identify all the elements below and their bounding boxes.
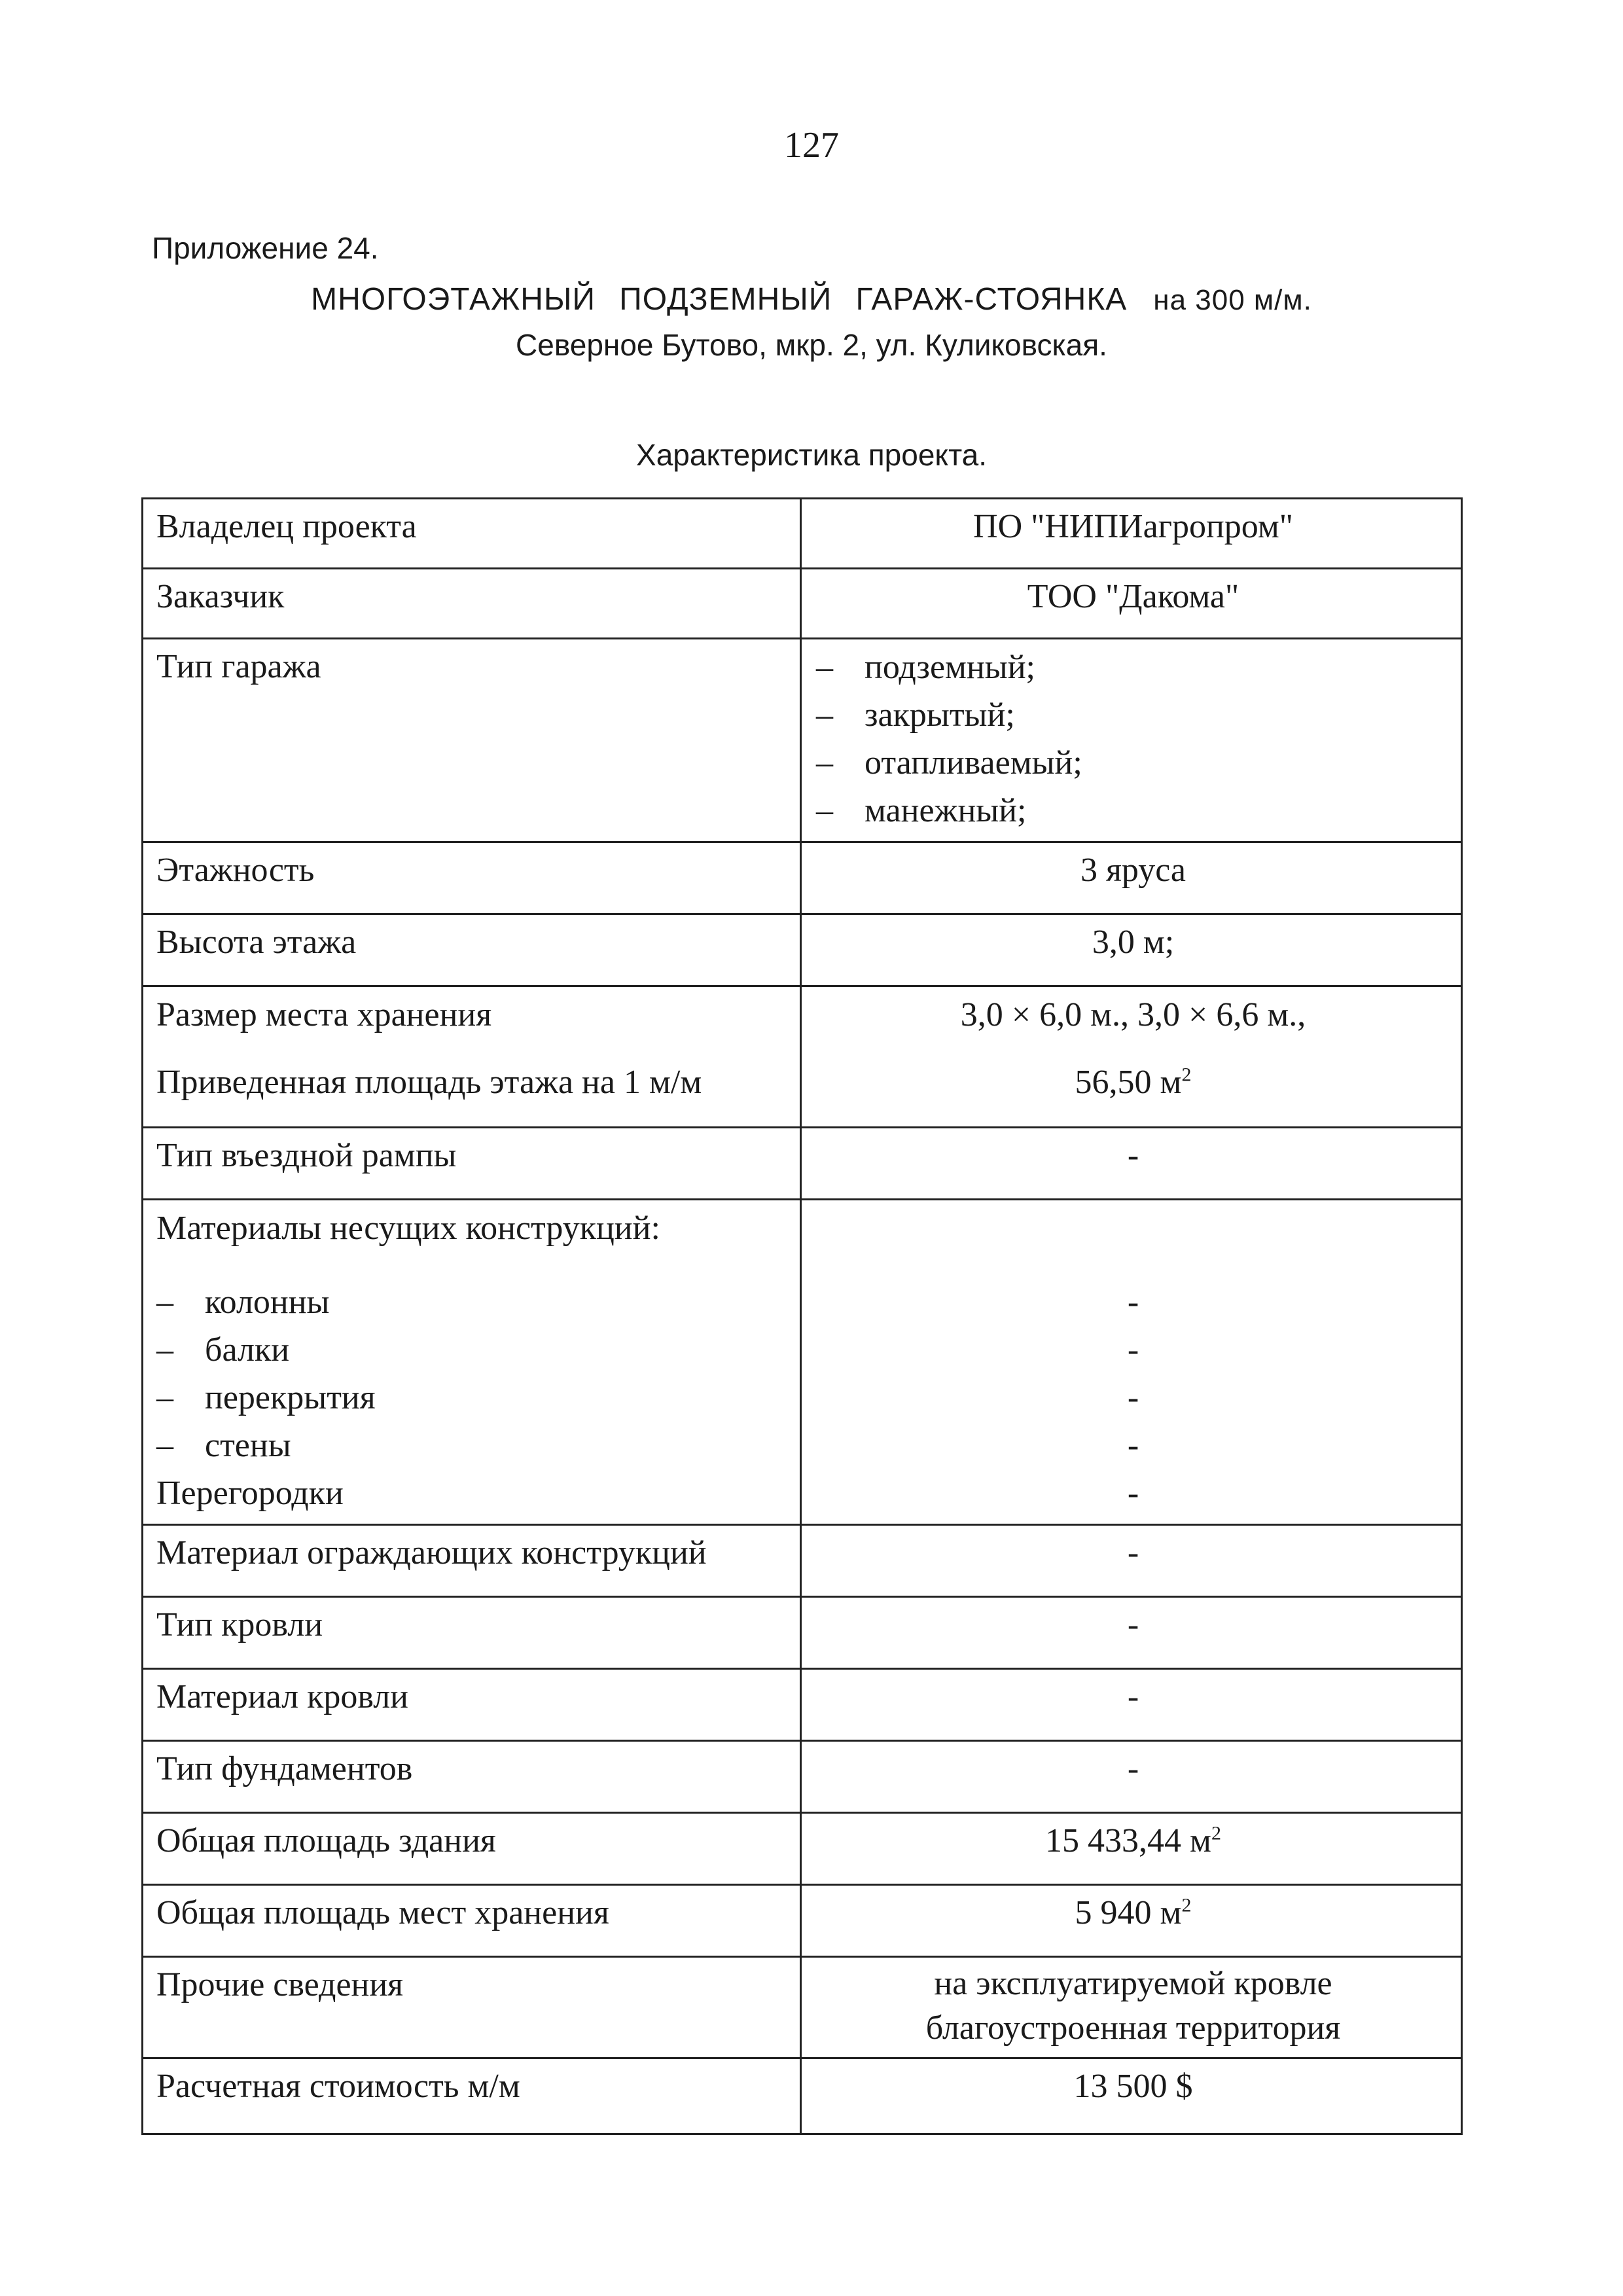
list-dash: – bbox=[816, 744, 833, 781]
list-item-text: манежный; bbox=[865, 792, 1027, 829]
row-value: - bbox=[1127, 1331, 1139, 1369]
row-label: Высота этажа bbox=[143, 914, 801, 986]
list-item-text: балки bbox=[205, 1331, 290, 1369]
row-label: Заказчик bbox=[143, 569, 801, 639]
table-caption: Характеристика проекта. bbox=[636, 438, 987, 472]
list-item bbox=[156, 1278, 791, 1326]
table-row bbox=[143, 1741, 1462, 1813]
row-label: Материалы несущих конструкций: bbox=[156, 1210, 660, 1247]
row-value: 3,0 м; bbox=[801, 914, 1462, 986]
document-subtitle: Северное Бутово, мкр. 2, ул. Куликовская. bbox=[516, 328, 1107, 362]
row-label: Тип гаража bbox=[143, 639, 801, 842]
title-main: МНОГОЭТАЖНЫЙ ПОДЗЕМНЫЙ ГАРАЖ-СТОЯНКА bbox=[311, 282, 1128, 317]
document-title bbox=[0, 281, 1623, 317]
list-item-text: подземный; bbox=[865, 649, 1035, 686]
list-item-text: закрытый; bbox=[865, 696, 1015, 734]
table-row bbox=[143, 1957, 1462, 2058]
list-dash: – bbox=[816, 649, 833, 686]
list-item-text: колонны bbox=[205, 1283, 330, 1321]
row-value: на эксплуатируемой кровле bbox=[934, 1965, 1332, 2002]
row-value: - bbox=[801, 1597, 1462, 1669]
table-row bbox=[143, 499, 1462, 569]
table-row bbox=[143, 639, 1462, 842]
table-row bbox=[143, 1525, 1462, 1597]
superscript: 2 bbox=[1181, 1064, 1192, 1086]
value-text: 56,50 м bbox=[1075, 1064, 1182, 1101]
row-label: Тип фундаментов bbox=[143, 1741, 801, 1813]
row-label: Приведенная площадь этажа на 1 м/м bbox=[156, 1064, 702, 1101]
spacer bbox=[156, 1252, 791, 1278]
row-value: - bbox=[1127, 1475, 1139, 1512]
other-values bbox=[801, 1957, 1462, 2058]
superscript: 2 bbox=[1181, 1894, 1192, 1916]
list-item-text: отапливаемый; bbox=[865, 744, 1082, 781]
materials-values bbox=[801, 1200, 1462, 1525]
spacer bbox=[815, 1204, 1452, 1252]
storage-labels bbox=[143, 986, 801, 1128]
row-label: Тип кровли bbox=[143, 1597, 801, 1669]
row-value bbox=[815, 1058, 1452, 1106]
list-item bbox=[156, 1422, 791, 1469]
list-item bbox=[816, 787, 1452, 834]
row-value bbox=[801, 1885, 1462, 1957]
list-item bbox=[816, 643, 1452, 691]
row-label: Размер места хранения bbox=[156, 996, 492, 1033]
row-value bbox=[801, 1813, 1462, 1885]
table-row bbox=[143, 1128, 1462, 1200]
table-row bbox=[143, 1597, 1462, 1669]
superscript: 2 bbox=[1211, 1822, 1221, 1844]
row-value: - bbox=[1127, 1283, 1139, 1321]
list-dash: – bbox=[156, 1379, 173, 1416]
table-row bbox=[143, 842, 1462, 914]
row-label: Расчетная стоимость м/м bbox=[143, 2058, 801, 2134]
table-row bbox=[143, 1669, 1462, 1741]
table-row bbox=[143, 914, 1462, 986]
row-value: - bbox=[801, 1525, 1462, 1597]
list-dash: – bbox=[816, 696, 833, 734]
value-text: 15 433,44 м bbox=[1045, 1822, 1211, 1859]
list-dash: – bbox=[156, 1331, 173, 1369]
page-number: 127 bbox=[784, 125, 839, 166]
row-value: - bbox=[1127, 1427, 1139, 1464]
list-item: Перегородки bbox=[156, 1475, 344, 1512]
table-row bbox=[143, 1885, 1462, 1957]
row-value: благоустроенная территория bbox=[925, 2009, 1341, 2047]
title-suffix: на 300 м/м. bbox=[1153, 284, 1312, 316]
list-dash: – bbox=[156, 1427, 173, 1464]
row-label: Материал ограждающих конструкций bbox=[143, 1525, 801, 1597]
table-row bbox=[143, 569, 1462, 639]
appendix-label: Приложение 24. bbox=[152, 231, 379, 265]
list-item bbox=[816, 691, 1452, 739]
list-item bbox=[156, 1326, 791, 1374]
list-item-text: стены bbox=[205, 1427, 291, 1464]
value-text: 5 940 м bbox=[1075, 1894, 1182, 1931]
row-value: - bbox=[1127, 1379, 1139, 1416]
row-value: - bbox=[801, 1128, 1462, 1200]
row-value: ТОО "Дакома" bbox=[801, 569, 1462, 639]
list-dash: – bbox=[156, 1283, 173, 1321]
row-value: - bbox=[801, 1669, 1462, 1741]
table-row bbox=[143, 1813, 1462, 1885]
row-label: Общая площадь мест хранения bbox=[143, 1885, 801, 1957]
garage-type-list bbox=[801, 639, 1462, 842]
project-specs-table bbox=[141, 497, 1463, 2135]
spacer bbox=[815, 1252, 1452, 1278]
list-item bbox=[816, 739, 1452, 787]
row-value: - bbox=[801, 1741, 1462, 1813]
row-label: Общая площадь здания bbox=[143, 1813, 801, 1885]
storage-values bbox=[801, 986, 1462, 1128]
table-row bbox=[143, 2058, 1462, 2134]
row-label: Тип въездной рампы bbox=[143, 1128, 801, 1200]
row-value: 3 яруса bbox=[801, 842, 1462, 914]
row-label: Прочие сведения bbox=[143, 1957, 801, 2058]
materials-labels bbox=[143, 1200, 801, 1525]
row-value: 3,0 × 6,0 м., 3,0 × 6,6 м., bbox=[960, 996, 1306, 1033]
row-label: Материал кровли bbox=[143, 1669, 801, 1741]
row-label: Владелец проекта bbox=[143, 499, 801, 569]
row-label: Этажность bbox=[143, 842, 801, 914]
list-item bbox=[156, 1374, 791, 1422]
table-row bbox=[143, 1200, 1462, 1525]
row-value: 13 500 $ bbox=[801, 2058, 1462, 2134]
table-row bbox=[143, 986, 1462, 1128]
row-value: ПО "НИПИагропром" bbox=[801, 499, 1462, 569]
list-dash: – bbox=[816, 792, 833, 829]
list-item-text: перекрытия bbox=[205, 1379, 376, 1416]
